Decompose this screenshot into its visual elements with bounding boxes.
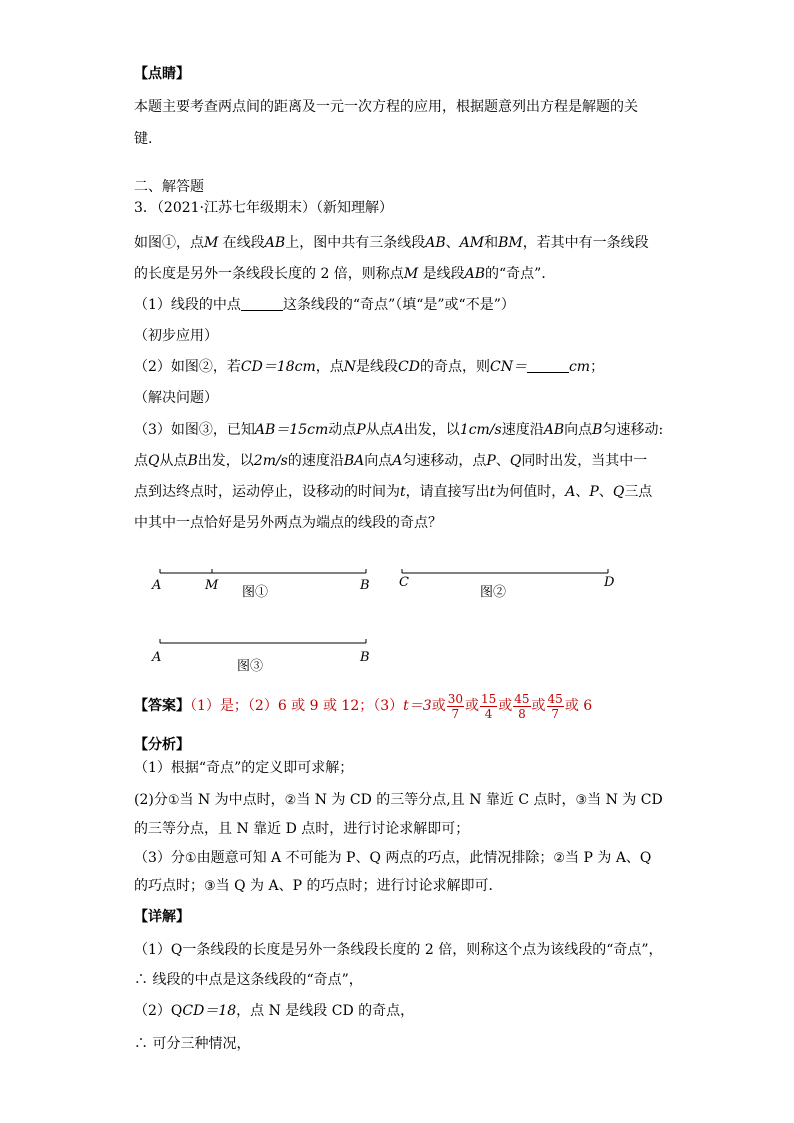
math-P: P bbox=[589, 484, 599, 500]
question-3-line-4: 中其中一点恰好是另外两点为端点的线段的奇点？ bbox=[134, 515, 442, 531]
text: （3）分 bbox=[134, 850, 185, 866]
text-or: 或 bbox=[498, 698, 513, 714]
text: ，请直接写出 bbox=[405, 484, 490, 500]
fraction-30-7 bbox=[447, 692, 464, 721]
analysis-line-2 bbox=[134, 790, 663, 811]
circled-3: ③ bbox=[575, 793, 588, 808]
math-M: M bbox=[403, 266, 419, 282]
denominator: 8 bbox=[518, 706, 526, 721]
text: 如图①，点 bbox=[134, 235, 204, 251]
caption-fig1: 图① bbox=[242, 585, 269, 600]
text: 的“奇点”． bbox=[485, 266, 556, 282]
problem-intro-line-2 bbox=[134, 264, 555, 284]
math-Q: Q bbox=[612, 484, 625, 500]
caption-fig2: 图② bbox=[480, 585, 507, 600]
text-or: 或 bbox=[464, 698, 479, 714]
text: ； bbox=[590, 359, 605, 375]
label-D: D bbox=[604, 575, 615, 590]
math-Q: Q bbox=[509, 453, 522, 469]
circled-3: ③ bbox=[204, 879, 216, 894]
text: （2）如图②，若 bbox=[134, 359, 241, 375]
text: 动点 bbox=[328, 422, 357, 438]
figure-2 bbox=[399, 569, 615, 600]
text: 出发，以 bbox=[197, 453, 254, 469]
text: 、 bbox=[575, 484, 590, 500]
text: （1）线段的中点 bbox=[134, 297, 241, 313]
label-C: C bbox=[399, 575, 409, 590]
detail-line-3 bbox=[134, 1001, 414, 1021]
text: 同时出发，当其中一 bbox=[521, 453, 648, 469]
text: 向点 bbox=[564, 422, 593, 438]
question-2 bbox=[134, 357, 604, 377]
text: (2)分 bbox=[134, 792, 168, 808]
label-B: B bbox=[360, 650, 370, 665]
analysis-line-1: （1）根据“奇点”的定义即可求解； bbox=[134, 760, 354, 776]
math-AM: AM bbox=[459, 235, 485, 251]
label-A: A bbox=[152, 650, 162, 665]
text: 的长度是另外一条线段长度的 2 倍，则称点 bbox=[134, 266, 404, 282]
math-CD-eq: CD＝18cm bbox=[240, 359, 316, 375]
answer-part1: （1）是；（2）6 或 9 或 12；（3） bbox=[190, 698, 404, 714]
subheading-initial: （初步应用） bbox=[134, 328, 218, 344]
answer-blank bbox=[527, 358, 569, 373]
text: ，若其中有一条线段 bbox=[522, 235, 649, 251]
detail-line-2: ∴ 线段的中点是这条线段的“奇点”， bbox=[134, 972, 363, 988]
math-AB: AB bbox=[425, 235, 446, 251]
fraction-15-4 bbox=[480, 692, 497, 721]
numerator: 15 bbox=[480, 691, 497, 706]
text: 匀速移动: bbox=[602, 422, 664, 438]
math-cm: cm bbox=[568, 359, 591, 375]
text: 的速度沿 bbox=[287, 453, 344, 469]
math-P: P bbox=[486, 453, 496, 469]
text-or: 或 bbox=[531, 698, 546, 714]
text: （2）Q bbox=[134, 1003, 183, 1019]
section-title: 二、解答题 bbox=[134, 179, 204, 195]
math-AB: AB bbox=[464, 266, 486, 282]
math-P: P bbox=[356, 422, 366, 438]
detail-line-1: （1）Q一条线段的长度是另外一条线段长度的 2 倍，则称这个点为该线段的“奇点”， bbox=[134, 942, 663, 958]
fraction-45-7 bbox=[547, 692, 564, 721]
dianjing-heading: 【点睛】 bbox=[134, 66, 190, 82]
subheading-solve: （解决问题） bbox=[134, 390, 218, 406]
text: 当 N 为 CD bbox=[587, 792, 663, 808]
question-3-line-2 bbox=[134, 451, 647, 471]
denominator: 7 bbox=[451, 706, 460, 721]
math-t: t bbox=[400, 484, 406, 500]
math-AB-eq: AB＝15cm bbox=[254, 422, 329, 438]
figures-area bbox=[0, 555, 794, 675]
math-AB: AB bbox=[264, 235, 286, 251]
label-M: M bbox=[205, 578, 219, 593]
question-3-line-3 bbox=[134, 482, 652, 502]
circled-1: ① bbox=[167, 793, 180, 808]
problem-intro-line-1: 如图①，点M 在线段AB上，图中共有三条线段AB、AM和BM，若其中有一条线段 bbox=[134, 235, 649, 251]
question-1 bbox=[134, 295, 515, 315]
text: 的巧点时； bbox=[134, 878, 204, 894]
denominator: 7 bbox=[551, 706, 559, 721]
text: 、 bbox=[598, 484, 613, 500]
label-B: B bbox=[360, 578, 370, 593]
answer-heading: 【答案】 bbox=[134, 698, 190, 714]
math-AB: AB bbox=[543, 422, 565, 438]
math-B: B bbox=[187, 453, 198, 469]
text: 点到达终点时，运动停止，设移动的时间为 bbox=[134, 484, 400, 500]
math-CD: CD bbox=[398, 359, 420, 375]
dianjing-line-2: 键. bbox=[134, 131, 153, 147]
text: 从点 bbox=[159, 453, 188, 469]
dianjing-line-1: 本题主要考查两点间的距离及一元一次方程的应用，根据题意列出方程是解题的关 bbox=[134, 99, 638, 115]
math-BM: BM bbox=[498, 235, 523, 251]
circled-2: ② bbox=[284, 793, 297, 808]
answer-end: 或 6 bbox=[564, 698, 593, 714]
math-M: M bbox=[204, 235, 219, 251]
text: 出发，以 bbox=[403, 422, 460, 438]
math-CD-18: CD＝18 bbox=[182, 1003, 237, 1019]
text: 匀速移动，点 bbox=[402, 453, 487, 469]
circled-2: ② bbox=[553, 851, 566, 866]
detail-heading: 【详解】 bbox=[134, 909, 190, 925]
math-t: t bbox=[489, 484, 496, 500]
text: 由题意可知 A 不可能为 P、Q 两点的巧点，此情况排除； bbox=[196, 850, 554, 866]
numerator: 45 bbox=[547, 691, 563, 706]
text: ，点 bbox=[315, 359, 344, 375]
figure-1 bbox=[151, 569, 370, 600]
text: 上，图中共有三条线段 bbox=[285, 235, 426, 251]
fraction-45-8 bbox=[513, 692, 530, 721]
text: 是线段 bbox=[422, 266, 465, 282]
text: 、 bbox=[495, 453, 510, 469]
figure-3 bbox=[151, 639, 370, 674]
text: 当 N 为中点时， bbox=[179, 792, 285, 808]
text: （3）如图③，已知 bbox=[134, 422, 255, 438]
caption-fig3: 图③ bbox=[237, 659, 264, 674]
analysis-line-5 bbox=[134, 876, 502, 897]
label-A: A bbox=[152, 578, 162, 593]
question-3-line-1 bbox=[134, 420, 663, 440]
text: 从点 bbox=[365, 422, 394, 438]
math-A: A bbox=[565, 484, 576, 500]
text: 这条线段的“奇点”（填“是”或“不是”） bbox=[282, 297, 515, 313]
text: 为何值时， bbox=[495, 484, 566, 500]
text: 点 bbox=[134, 453, 148, 469]
math-BA: BA bbox=[343, 453, 365, 469]
text: ，点 N 是线段 CD 的奇点， bbox=[236, 1003, 415, 1019]
text: 当 Q 为 A、P 的巧点时；进行讨论求解即可． bbox=[215, 878, 503, 894]
answer-line bbox=[134, 690, 592, 722]
analysis-line-4 bbox=[134, 848, 651, 869]
numerator: 45 bbox=[514, 691, 530, 706]
math-CN-eq: CN＝ bbox=[489, 359, 527, 375]
text-or: 或 bbox=[431, 698, 446, 714]
text: 当 N 为 CD 的三等分点,且 N 靠近 C 点时， bbox=[296, 792, 576, 808]
text: 的奇点，则 bbox=[419, 359, 490, 375]
math-speed1: 1cm/s bbox=[459, 422, 502, 438]
analysis-line-3: 的三等分点，且 N 靠近 D 点时，进行讨论求解即可； bbox=[134, 821, 470, 837]
math-speed2: 2m/s bbox=[253, 453, 288, 469]
detail-line-4: ∴ 可分三种情况， bbox=[134, 1036, 251, 1052]
text: 当 P 为 A、Q bbox=[565, 850, 652, 866]
math-Q: Q bbox=[148, 453, 160, 469]
math-A: A bbox=[393, 422, 404, 438]
text: 和 bbox=[484, 235, 499, 251]
analysis-heading: 【分析】 bbox=[134, 737, 190, 753]
problem-header: 3．（2021·江苏七年级期末）（新知理解） bbox=[134, 200, 393, 216]
math-A: A bbox=[392, 453, 403, 469]
math-B: B bbox=[592, 422, 603, 438]
text: 在线段 bbox=[222, 235, 265, 251]
answer-blank bbox=[241, 296, 283, 311]
text: 速度沿 bbox=[501, 422, 544, 438]
text: 向点 bbox=[364, 453, 393, 469]
denominator: 4 bbox=[484, 706, 493, 721]
answer-t-eq: t＝3 bbox=[403, 698, 432, 714]
text: 三点 bbox=[624, 484, 653, 500]
circled-1: ① bbox=[184, 851, 197, 866]
numerator: 30 bbox=[447, 691, 463, 706]
math-N: N bbox=[343, 359, 357, 375]
text: 是线段 bbox=[356, 359, 399, 375]
